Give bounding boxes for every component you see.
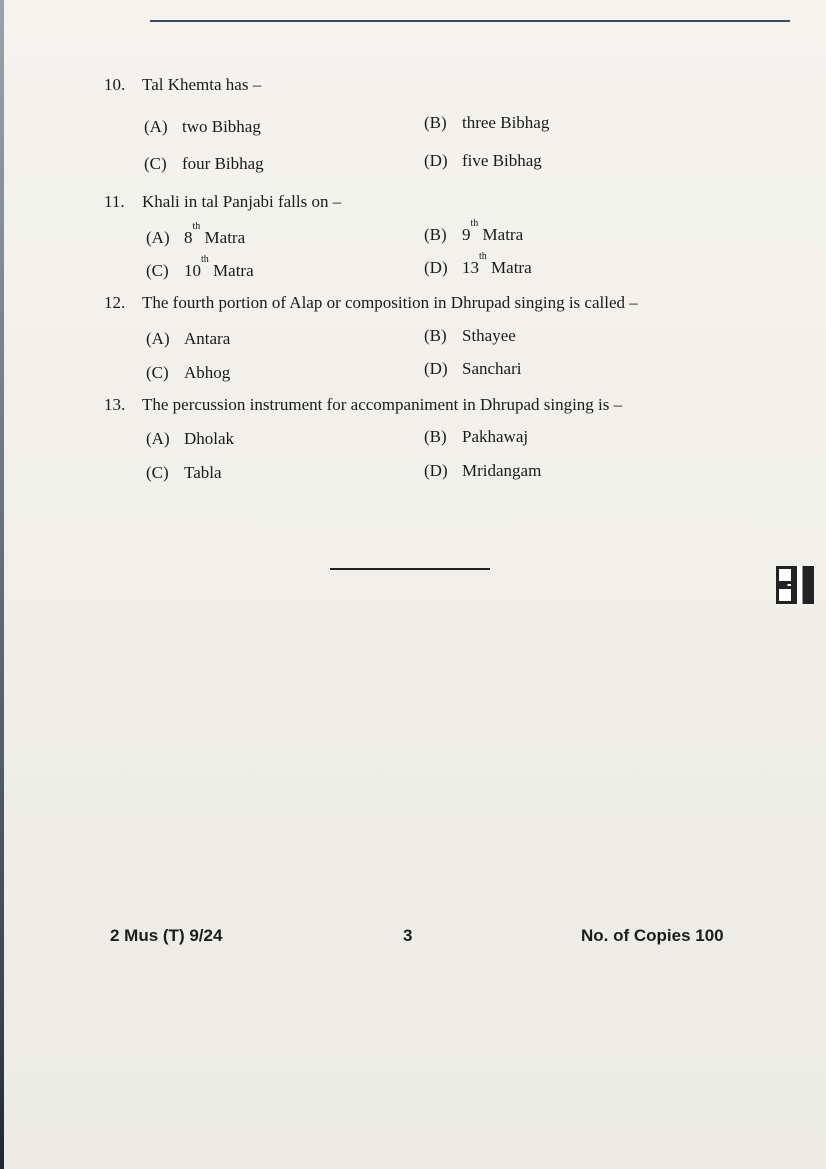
option-label: (B) bbox=[424, 427, 447, 446]
option-a bbox=[146, 221, 246, 249]
question-text: The percussion instrument for accompaniment in Dhrupad singing is – bbox=[142, 395, 623, 414]
option-label: (C) bbox=[144, 154, 167, 173]
ordinal-suffix: th bbox=[201, 254, 209, 265]
option-label: (D) bbox=[424, 461, 448, 480]
option-text: four Bibhag bbox=[182, 154, 264, 173]
option-text: Matra bbox=[213, 261, 254, 280]
option-number: 9 bbox=[462, 225, 471, 244]
option-text: five Bibhag bbox=[462, 151, 542, 170]
footer-page-number: 3 bbox=[403, 926, 413, 945]
option-label: (D) bbox=[424, 258, 448, 277]
option-text: Matra bbox=[491, 258, 532, 277]
option-c bbox=[146, 462, 222, 484]
question-text: Khali in tal Panjabi falls on – bbox=[142, 192, 342, 211]
option-number: 10 bbox=[184, 261, 201, 280]
page-edge-shadow bbox=[0, 0, 4, 1169]
question-11 bbox=[104, 191, 704, 213]
option-label: (C) bbox=[146, 463, 169, 482]
option-d bbox=[424, 358, 521, 380]
option-a bbox=[146, 328, 230, 350]
option-d bbox=[424, 150, 542, 172]
option-d bbox=[424, 251, 532, 279]
option-c bbox=[144, 153, 264, 175]
ordinal-suffix: th bbox=[470, 218, 479, 229]
question-10 bbox=[104, 74, 704, 96]
option-label: (B) bbox=[424, 326, 447, 345]
question-header bbox=[104, 191, 704, 213]
option-label: (B) bbox=[424, 113, 447, 132]
question-header bbox=[104, 74, 704, 96]
footer-paper-code: 2 Mus (T) 9/24 bbox=[110, 926, 223, 945]
option-a bbox=[146, 428, 234, 450]
option-b bbox=[424, 426, 528, 448]
option-text: Dholak bbox=[184, 429, 235, 448]
question-number: 13. bbox=[104, 395, 126, 414]
option-c bbox=[146, 362, 230, 384]
option-text: Sanchari bbox=[462, 359, 522, 378]
ordinal-suffix: th bbox=[479, 251, 487, 262]
option-label: (C) bbox=[146, 363, 169, 382]
question-text: Tal Khemta has – bbox=[142, 75, 262, 94]
option-label: (A) bbox=[144, 117, 168, 136]
option-number: 8 bbox=[184, 228, 193, 247]
option-text: Matra bbox=[482, 225, 524, 244]
question-number: 11. bbox=[104, 192, 125, 211]
question-number: 10. bbox=[104, 75, 126, 94]
option-label: (D) bbox=[424, 151, 448, 170]
option-text: Mridangam bbox=[462, 461, 542, 480]
option-d bbox=[424, 460, 541, 482]
option-b bbox=[424, 112, 549, 134]
option-label: (A) bbox=[146, 329, 170, 348]
option-text: Pakhawaj bbox=[462, 427, 529, 446]
option-number: 13 bbox=[462, 258, 479, 277]
option-label: (C) bbox=[146, 261, 169, 280]
qr-code-icon bbox=[776, 566, 814, 604]
ordinal-suffix: th bbox=[192, 221, 201, 232]
option-label: (B) bbox=[424, 225, 447, 244]
option-text: Tabla bbox=[184, 463, 222, 482]
option-text: two Bibhag bbox=[182, 117, 261, 136]
option-c bbox=[146, 254, 254, 282]
top-rule bbox=[150, 20, 790, 22]
question-text: The fourth portion of Alap or composition in Dhrupad singing is called – bbox=[142, 293, 638, 312]
question-12 bbox=[104, 292, 704, 314]
option-text: Sthayee bbox=[462, 326, 516, 345]
end-of-paper-rule bbox=[330, 568, 490, 570]
option-text: Matra bbox=[204, 228, 246, 247]
option-text: Antara bbox=[184, 329, 231, 348]
option-label: (A) bbox=[146, 429, 170, 448]
option-label: (D) bbox=[424, 359, 448, 378]
question-header bbox=[104, 292, 704, 314]
question-13 bbox=[104, 394, 704, 416]
footer-copies: No. of Copies 100 bbox=[581, 926, 724, 945]
question-header bbox=[104, 394, 704, 416]
option-label: (A) bbox=[146, 228, 170, 247]
option-text: three Bibhag bbox=[462, 113, 550, 132]
option-a bbox=[144, 116, 261, 138]
option-b bbox=[424, 218, 524, 246]
option-text: Abhog bbox=[184, 363, 231, 382]
option-b bbox=[424, 325, 516, 347]
question-number: 12. bbox=[104, 293, 126, 312]
